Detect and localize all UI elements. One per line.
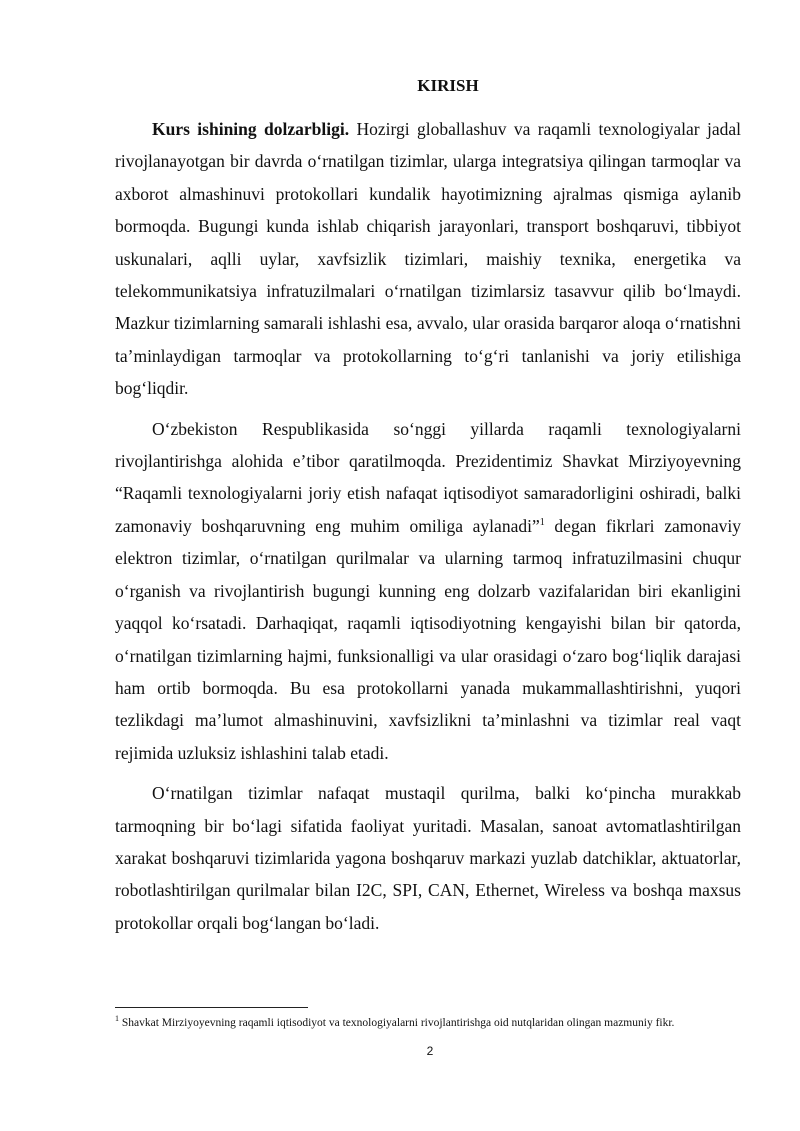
paragraph-text-before-footnote: Oʻzbekiston Respublikasida soʻnggi yillarda raqamli texnologiyalarni rivojlantirishga alohida eʼtibor qaratilmoqda. Prezidentimiz Shavkat Mirziyoyevning “Raqamli texnologiyalarni joriy etish nafaqat iqtisodiyot samaradorligini oshiradi, balki zamonaviy boshqaruvning eng muhim omiliga aylanadi” bbox=[115, 418, 741, 536]
footnote-marker: 1 bbox=[115, 1014, 119, 1024]
paragraph-uzbekistan bbox=[115, 413, 741, 769]
paragraph-text: Oʻrnatilgan tizimlar nafaqat mustaqil qurilma, balki koʻpincha murakkab tarmoqning bir boʻlagi sifatida faoliyat yuritadi. Masalan, sanoat avtomatlashtirilgan xarakat boshqaruvi tizimlarida yagona boshqaruv markazi yuzlab datchiklar, aktuatorlar, robotlashtirilgan qurilmalar bilan I2C, SPI, CAN, Ethernet, Wireless va boshqa maxsus protokollar orqali bogʻlangan boʻladi. bbox=[115, 783, 741, 933]
footnote-text: Shavkat Mirziyoyevning raqamli iqtisodiyot va texnologiyalarni rivojlantirishga oid nutqlaridan olingan mazmuniy fikr. bbox=[119, 1017, 675, 1029]
paragraph-relevance bbox=[115, 113, 741, 405]
footnote-reference[interactable]: 1 bbox=[539, 517, 545, 529]
paragraph-text-after-footnote: degan fikrlari zamonaviy elektron tizimlar, oʻrnatilgan qurilmalar va ularning tarmoq infratuzilmasini chuqur oʻrganish va rivojlantirish bugungi kunning eng dolzarb vazifalaridan biri ekanligini yaqqol koʻrsatadi. Darhaqiqat, raqamli iqtisodiyotning kengayishi bilan bir qatorda, oʻrnatilgan tizimlarning hajmi, funksionalligi va ular orasidagi oʻzaro bogʻliqlik darajasi ham ortib bormoqda. Bu esa protokollarni yanada mukammallashtirishni, yuqori tezlikdagi maʼlumot almashinuvini, xavfsizlikni taʼminlashni va tizimlar real vaqt rejimida uzluksiz ishlashini talab etadi. bbox=[115, 515, 741, 763]
paragraph-embedded-systems bbox=[115, 777, 741, 939]
section-heading: KIRISH bbox=[417, 76, 479, 95]
paragraph-text: Hozirgi globallashuv va raqamli texnologiyalar jadal rivojlanayotgan bir davrda oʻrnatilgan tizimlar, ularga integratsiya qilingan tarmoqlar va axborot almashinuvi protokollari kundalik hayotimizning ajralmas qismiga aylanib bormoqda. Bugungi kunda ishlab chiqarish jarayonlari, transport boshqaruvi, tibbiyot uskunalari, aqlli uylar, xavfsizlik tizimlari, maishiy texnika, energetika va telekommunikatsiya infratuzilmalari oʻrnatilgan tizimlarsiz tasavvur qilib boʻlmaydi. Mazkur tizimlarning samarali ishlashi esa, avvalo, ular orasida barqaror aloqa oʻrnatishni taʼminlaydigan tarmoqlar va protokollarning toʻgʻri tanlanishi va joriy etilishiga bogʻliqdir. bbox=[115, 119, 742, 399]
footnote bbox=[115, 1016, 741, 1030]
body-text bbox=[115, 113, 741, 947]
paragraph-lead: Kurs ishining dolzarbligi. bbox=[152, 119, 350, 139]
footnote-divider bbox=[115, 1007, 308, 1008]
page-number: 2 bbox=[426, 1044, 434, 1058]
